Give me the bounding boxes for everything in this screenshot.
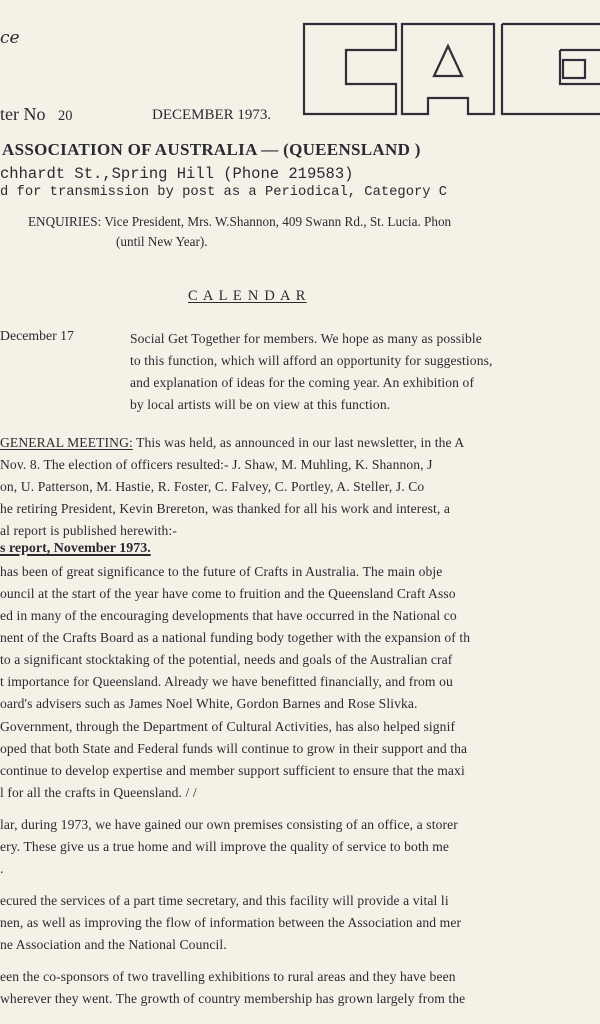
- report-paragraph-2: [0, 719, 600, 809]
- report-line: Government, through the Department of Cultural Activities, has also helped signif: [0, 719, 456, 734]
- report-line: has been of great significance to the future of Crafts in Australia. The main obje: [0, 564, 443, 579]
- general-meeting-line: on, U. Patterson, M. Hastie, R. Foster, C. Falvey, C. Portley, A. Steller, J. Co: [0, 479, 425, 494]
- report-line: ery. These give us a true home and will improve the quality of service to both me: [0, 839, 450, 854]
- postal-registration: d for transmission by post as a Periodical, Category C: [0, 185, 448, 200]
- report-line: oard's advisers such as James Noel White, Gordon Barnes and Rose Slivka.: [0, 696, 418, 711]
- general-meeting-intro: This was held, as announced in our last newsletter, in the A: [132, 435, 465, 450]
- report-line: oped that both State and Federal funds will continue to grow in their support and tha: [0, 741, 468, 756]
- report-line: ecured the services of a part time secretary, and this facility will provide a vital li: [0, 893, 449, 908]
- office-fragment: ce: [0, 28, 20, 48]
- report-line: continue to develop expertise and member support sufficient to ensure that the maxi: [0, 763, 465, 778]
- report-paragraph-1: [0, 564, 600, 724]
- general-meeting-line: Nov. 8. The election of officers resulted:- J. Shaw, M. Muhling, K. Shannon, J: [0, 457, 433, 472]
- report-line: lar, during 1973, we have gained our own premises consisting of an office, a storer: [0, 817, 458, 832]
- calendar-line: Social Get Together for members. We hope as many as possible: [130, 331, 482, 346]
- newsletter-label: ter No: [0, 104, 46, 124]
- calendar-line: to this function, which will afford an opportunity for suggestions,: [130, 353, 493, 368]
- report-heading: s report, November 1973.: [0, 541, 151, 556]
- report-line: to a significant stocktaking of the potential, needs and goals of the Australian craf: [0, 652, 453, 667]
- calendar-date: December 17: [0, 328, 74, 343]
- general-meeting-heading: GENERAL MEETING:: [0, 435, 133, 450]
- general-meeting-line: he retiring President, Kevin Brereton, was thanked for all his work and interest, a: [0, 501, 450, 516]
- report-line: nen, as well as improving the flow of information between the Association and mer: [0, 915, 462, 930]
- report-line: nent of the Crafts Board as a national funding body together with the expansion of th: [0, 630, 471, 645]
- newsletter-number-line: [0, 104, 72, 125]
- report-paragraph-5: [0, 969, 600, 1017]
- report-line: ouncil at the start of the year have come to fruition and the Queensland Craft Asso: [0, 586, 456, 601]
- newsletter-date: DECEMBER 1973.: [152, 107, 272, 123]
- report-paragraph-3: [0, 817, 600, 887]
- report-line: een the co-sponsors of two travelling exhibitions to rural areas and they have been: [0, 969, 456, 984]
- report-line: t importance for Queensland. Already we have benefitted financially, and from ou: [0, 674, 453, 689]
- report-line: ne Association and the National Council.: [0, 937, 227, 952]
- enquiries-line-1: ENQUIRIES: Vice President, Mrs. W.Shannon, 409 Swann Rd., St. Lucia. Phon: [28, 214, 452, 229]
- calendar-entry: [130, 331, 600, 421]
- report-line: l for all the crafts in Queensland. / /: [0, 785, 197, 800]
- association-address: chhardt St.,Spring Hill (Phone 219583): [0, 165, 354, 183]
- calendar-line: by local artists will be on view at this function.: [130, 397, 391, 412]
- association-title: ASSOCIATION OF AUSTRALIA — (QUEENSLAND ): [2, 140, 421, 159]
- report-line: .: [0, 861, 4, 876]
- report-line: ed in many of the encouraging developments that have occurred in the National co: [0, 608, 457, 623]
- general-meeting-line: al report is published herewith:-: [0, 523, 177, 538]
- calendar-heading: C A L E N D A R: [188, 288, 307, 304]
- newsletter-number: 20: [57, 108, 73, 124]
- enquiries-line-2: (until New Year).: [116, 234, 208, 249]
- report-line: wherever they went. The growth of country membership has grown largely from the: [0, 991, 466, 1006]
- general-meeting-section: [0, 435, 600, 545]
- calendar-line: and explanation of ideas for the coming year. An exhibition of: [130, 375, 475, 390]
- craft-association-logo: [298, 16, 600, 120]
- report-paragraph-4: [0, 893, 600, 963]
